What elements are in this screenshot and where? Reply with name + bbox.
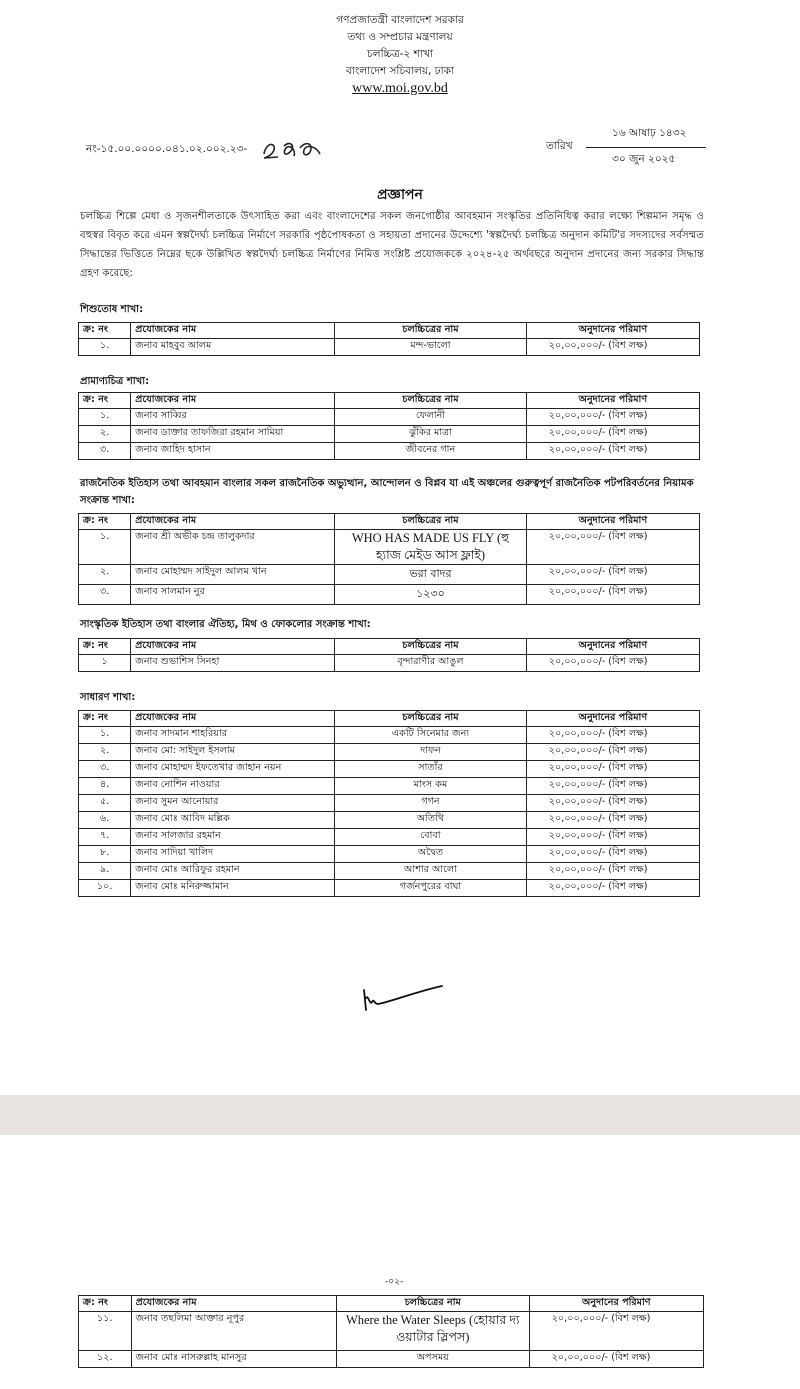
col-film: চলচ্চিত্রের নাম	[335, 514, 527, 530]
film-cell: মাংস কম	[335, 778, 527, 795]
col-producer: প্রযোজকের নাম	[131, 393, 335, 409]
page-two	[0, 1135, 800, 1389]
col-serial: ক্র: নং	[79, 639, 131, 655]
amount-cell: ২০,০০,০০০/- (বিশ লক্ষ)	[526, 829, 699, 846]
table-row	[79, 812, 700, 829]
website-url[interactable]: www.moi.gov.bd	[352, 81, 448, 96]
producer-cell: জনাব শুভাশিস সিনহা	[131, 655, 335, 672]
col-film: চলচ্চিত্রের নাম	[335, 711, 527, 727]
serial-cell: ১.	[79, 530, 131, 565]
table-header-row	[79, 711, 700, 727]
producer-cell: জনাব তছলিমা আক্তার নূপুর	[131, 1312, 336, 1351]
film-cell: সাতাঁর	[335, 761, 527, 778]
handwritten-number	[260, 136, 330, 162]
table-row	[79, 744, 700, 761]
col-producer: প্রযোজকের নাম	[131, 711, 335, 727]
film-cell: গর্জনপুরের বাঘা	[335, 880, 527, 897]
col-amount: অনুদানের পরিমাণ	[526, 393, 699, 409]
col-film: চলচ্চিত্রের নাম	[335, 323, 527, 339]
film-cell: ১২৩০	[335, 585, 527, 605]
serial-cell: ৩.	[79, 761, 131, 778]
intro-paragraph: চলচ্চিত্র শিল্পে মেধা ও সৃজনশীলতাকে উৎসাহিত করা এবং বাংলাদেশের সকল জনগোষ্ঠীর আবহমান সংস্কৃতির প্রতিনিধিত্ব করার লক্ষ্যে শিল্পমান সমৃদ্ধ ও বহুস্বর বিবৃত করে এমন স্বল্পদৈর্ঘ্য চলচ্চিত্র নির্মাণে সরকারি পৃষ্ঠপোষকতা ও সহায়তা প্রদানের উদ্দেশ্যে 'স্বল্পদৈর্ঘ্য চলচ্চিত্র অনুদান কমিটি'র সদস্যদের সর্বসম্মত সিদ্ধান্তের ভিত্তিতে নিম্নের ছকে উল্লিখিত স্বল্পদৈর্ঘ্য চলচ্চিত্র নির্মাণের নিমিত্ত সংশ্লিষ্ট প্রযোজককে ২০২৪-২৫ অর্থবছরে অনুদান প্রদানের জন্য সরকার সিদ্ধান্ত গ্রহণ করেছে:	[80, 211, 704, 279]
grant-table-documentary	[78, 392, 700, 460]
producer-cell: জনাব মোঃ নাসরুল্লাহ মানসুর	[131, 1351, 336, 1368]
date-bangla: ১৬ আষাঢ় ১৪৩২	[612, 127, 687, 139]
col-film: চলচ্চিত্রের নাম	[336, 1296, 529, 1312]
serial-cell: ২.	[79, 565, 131, 585]
table-row	[79, 530, 700, 565]
section-heading-documentary: প্রামাণ্যচিত্র শাখা:	[80, 376, 150, 387]
grant-table-children	[78, 322, 700, 356]
film-cell: অপসময়	[336, 1351, 529, 1368]
serial-cell: ১.	[79, 339, 131, 356]
serial-cell: ১.	[79, 409, 131, 426]
amount-cell: ২০,০০,০০০/- (বিশ লক্ষ)	[526, 339, 699, 356]
amount-cell: ২০,০০,০০০/- (বিশ লক্ষ)	[526, 727, 699, 744]
col-film: চলচ্চিত্রের নাম	[335, 639, 527, 655]
serial-cell: ২.	[79, 744, 131, 761]
col-film: চলচ্চিত্রের নাম	[335, 393, 527, 409]
producer-cell: জনাব ডাক্তার তাফজিরা রহমান সামিয়া	[131, 426, 335, 443]
producer-cell: জনাব সুমন আনোয়ার	[131, 795, 335, 812]
table-row	[79, 339, 700, 356]
amount-cell: ২০,০০,০০০/- (বিশ লক্ষ)	[526, 443, 699, 460]
table-row	[79, 655, 700, 672]
producer-cell: জনাব মোঃ আবিদ মল্লিক	[131, 812, 335, 829]
govt-name: গণপ্রজাতন্ত্রী বাংলাদেশ সরকার	[336, 14, 464, 26]
amount-cell: ২০,০০,০০০/- (বিশ লক্ষ)	[526, 863, 699, 880]
film-cell: জীবনের গান	[335, 443, 527, 460]
producer-cell: জনাব মাহবুব আলম	[131, 339, 335, 356]
serial-cell: ৬.	[79, 812, 131, 829]
table-row	[79, 880, 700, 897]
producer-cell: জনাব জাহিদ হাসান	[131, 443, 335, 460]
producer-cell: জনাব সাব্বির	[131, 409, 335, 426]
secretariat-name: বাংলাদেশ সচিবালয়, ঢাকা	[345, 65, 455, 77]
producer-cell: জনাব মোঃ মনিরুজ্জামান	[131, 880, 335, 897]
amount-cell: ২০,০০,০০০/- (বিশ লক্ষ)	[526, 744, 699, 761]
col-serial: ক্র: নং	[79, 711, 131, 727]
amount-cell: ২০,০০,০০০/- (বিশ লক্ষ)	[526, 409, 699, 426]
table-row	[79, 863, 700, 880]
film-cell: আশার আলো	[335, 863, 527, 880]
serial-cell: ৩.	[79, 585, 131, 605]
table-row	[79, 761, 700, 778]
serial-cell: ১০.	[79, 880, 131, 897]
amount-cell: ২০,০০,০০০/- (বিশ লক্ষ)	[526, 846, 699, 863]
table-header-row	[79, 1296, 704, 1312]
col-amount: অনুদানের পরিমাণ	[529, 1296, 703, 1312]
serial-cell: ৯.	[79, 863, 131, 880]
serial-cell: ১	[79, 655, 131, 672]
notification-title: প্রজ্ঞাপন	[377, 187, 423, 203]
col-amount: অনুদানের পরিমাণ	[526, 639, 699, 655]
table-row	[79, 795, 700, 812]
amount-cell: ২০,০০,০০০/- (বিশ লক্ষ)	[526, 778, 699, 795]
amount-cell: ২০,০০,০০০/- (বিশ লক্ষ)	[526, 795, 699, 812]
table-row	[79, 443, 700, 460]
col-producer: প্রযোজকের নাম	[131, 639, 335, 655]
section-heading-political-cont: সংক্রান্ত শাখা:	[80, 495, 135, 506]
branch-name: চলচ্চিত্র-২ শাখা	[367, 48, 433, 60]
amount-cell: ২০,০০,০০০/- (বিশ লক্ষ)	[526, 812, 699, 829]
producer-cell: জনাব নোশিন নাওয়ার	[131, 778, 335, 795]
date-divider	[586, 147, 706, 148]
letterhead	[0, 12, 800, 97]
amount-cell: ২০,০০,০০০/- (বিশ লক্ষ)	[526, 585, 699, 605]
table-row	[79, 565, 700, 585]
film-cell: ঝুঁকির মাত্রা	[335, 426, 527, 443]
col-serial: ক্র: নং	[79, 514, 131, 530]
film-cell: দাফন	[335, 744, 527, 761]
film-cell: ভরা বাদর	[335, 565, 527, 585]
col-serial: ক্র: নং	[79, 323, 131, 339]
memo-ref: নং-১৫.০০.০০০০.০৪১.০২.০০২.২৩-	[86, 143, 248, 155]
ministry-name: তথ্য ও সম্প্রচার মন্ত্রণালয়	[347, 31, 453, 43]
film-cell: অতিথি	[335, 812, 527, 829]
col-amount: অনুদানের পরিমাণ	[526, 323, 699, 339]
section-heading-general: সাধারণ শাখা:	[80, 692, 136, 703]
amount-cell: ২০,০০,০০০/- (বিশ লক্ষ)	[526, 530, 699, 565]
table-row	[79, 409, 700, 426]
amount-cell: ২০,০০,০০০/- (বিশ লক্ষ)	[526, 880, 699, 897]
producer-cell: জনাব শ্রী অভীক চন্দ্র তালুকদার	[131, 530, 335, 565]
producer-cell: জনাব সালমান নুর	[131, 585, 335, 605]
col-producer: প্রযোজকের নাম	[131, 514, 335, 530]
table-header-row	[79, 514, 700, 530]
amount-cell: ২০,০০,০০০/- (বিশ লক্ষ)	[526, 426, 699, 443]
table-header-row	[79, 639, 700, 655]
film-cell: মন্দ-ভালো	[335, 339, 527, 356]
table-row	[79, 778, 700, 795]
col-amount: অনুদানের পরিমাণ	[526, 514, 699, 530]
producer-cell: জনাব সালজার রহমান	[131, 829, 335, 846]
col-producer: প্রযোজকের নাম	[131, 1296, 336, 1312]
producer-cell: জনাব সাদমান শাহরিয়ার	[131, 727, 335, 744]
date-label: তারিখ	[546, 140, 573, 152]
film-cell: বোবা	[335, 829, 527, 846]
section-heading-political: রাজনৈতিক ইতিহাস তথা আবহমান বাংলার সকল রাজনৈতিক অভ্যুত্থান, আন্দোলন ও বিপ্লব যা এই অঞ্চলের গুরুত্বপূর্ণ রাজনৈতিক পটপরিবর্তনের নিয়ামক	[80, 478, 694, 489]
section-heading-cultural: সাংস্কৃতিক ইতিহাস তথা বাংলার ঐতিহ্য, মিথ ও ফোকলোর সংক্রান্ত শাখা:	[80, 619, 371, 630]
serial-cell: ৮.	[79, 846, 131, 863]
section-heading-children: শিশুতোষ শাখা:	[80, 304, 144, 315]
producer-cell: জনাব মোহাম্মদ ইফতেখার জাহান নয়ন	[131, 761, 335, 778]
serial-cell: ২.	[79, 426, 131, 443]
table-row	[79, 846, 700, 863]
producer-cell: জনাব মোহাম্মদ সাইদুল আলম খান	[131, 565, 335, 585]
serial-cell: ৭.	[79, 829, 131, 846]
producer-cell: জনাব মো: সাইদুল ইসলাম	[131, 744, 335, 761]
film-cell: অদ্বৈত	[335, 846, 527, 863]
grant-table-general-cont	[78, 1295, 704, 1368]
col-producer: প্রযোজকের নাম	[131, 323, 335, 339]
producer-cell: জনাব সাদিয়া খালিদ	[131, 846, 335, 863]
producer-cell: জনাব মোঃ আরিফুর রহমান	[131, 863, 335, 880]
grant-table-general	[78, 710, 700, 897]
film-cell: বৃন্দারাণীর আঙুল	[335, 655, 527, 672]
grant-table-cultural	[78, 638, 700, 672]
col-amount: অনুদানের পরিমাণ	[526, 711, 699, 727]
table-header-row	[79, 323, 700, 339]
table-row	[79, 1312, 704, 1351]
serial-cell: ৪.	[79, 778, 131, 795]
table-row	[79, 829, 700, 846]
amount-cell: ২০,০০,০০০/- (বিশ লক্ষ)	[526, 565, 699, 585]
amount-cell: ২০,০০,০০০/- (বিশ লক্ষ)	[526, 761, 699, 778]
amount-cell: ২০,০০,০০০/- (বিশ লক্ষ)	[526, 655, 699, 672]
amount-cell: ২০,০০,০০০/- (বিশ লক্ষ)	[529, 1351, 703, 1368]
signature-icon	[360, 984, 450, 1014]
grant-table-political	[78, 513, 700, 605]
film-cell: ফেলানী	[335, 409, 527, 426]
film-cell: একটি সিনেমার জন্য	[335, 727, 527, 744]
table-row	[79, 585, 700, 605]
col-serial: ক্র: নং	[79, 393, 131, 409]
page-number: -০২-	[385, 1277, 404, 1287]
amount-cell: ২০,০০,০০০/- (বিশ লক্ষ)	[529, 1312, 703, 1351]
date-gregorian: ৩০ জুন ২০২৫	[612, 153, 676, 165]
serial-cell: ৩.	[79, 443, 131, 460]
film-cell: গগন	[335, 795, 527, 812]
film-cell: WHO HAS MADE US FLY (হু হ্যাজ মেইড আস ফ্লাই)	[335, 530, 527, 565]
table-header-row	[79, 393, 700, 409]
col-serial: ক্র: নং	[79, 1296, 132, 1312]
serial-cell: ১.	[79, 727, 131, 744]
table-row	[79, 426, 700, 443]
serial-cell: ১২.	[79, 1351, 132, 1368]
table-row	[79, 727, 700, 744]
film-cell: Where the Water Sleeps (হোয়ার দ্য ওয়াটার স্লিপস)	[336, 1312, 529, 1351]
table-row	[79, 1351, 704, 1368]
serial-cell: ১১.	[79, 1312, 132, 1351]
serial-cell: ৫.	[79, 795, 131, 812]
page-separator	[0, 1095, 800, 1135]
